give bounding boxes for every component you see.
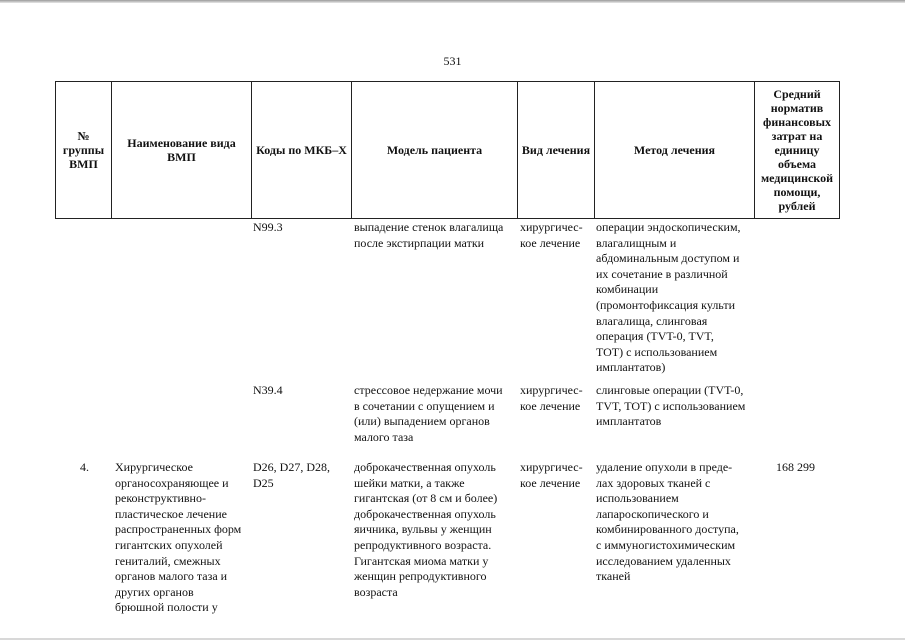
row-1-method: операции эндоскопическим, влагалищным и абдоминальным доступом и их сочетание в различной комбинации (промонтофиксация культи влагалища, слинговая операция (TVT-0, TVT, TOT) с использованием имплантатов) <box>596 220 741 375</box>
page-number: 531 <box>443 54 462 68</box>
header-treatment-type: Вид лечения <box>517 81 594 219</box>
header-group-number: № группы ВМП <box>55 81 111 219</box>
row-2-method: слинговые операции (TVT-0, TVT, TOT) с использованием имплантатов <box>596 383 746 429</box>
header-treatment-method: Метод лечения <box>594 81 754 219</box>
header-patient-model: Модель пациента <box>351 81 517 219</box>
header-vmp-name: Наименование вида ВМП <box>111 81 251 219</box>
row-3-method: удаление опухоли в преде- лах здоровых тканей с использованием лапароскопического и комбинированного доступа, с иммуногистохимическим исследованием удаленных тканей <box>596 460 739 584</box>
row-2-model: стрессовое недержание мочи в сочетании с опущением и (или) выпадением органов малого таза <box>354 383 503 444</box>
scan-top-edge <box>0 0 905 3</box>
row-3-codes: D26, D27, D28, D25 <box>253 460 330 490</box>
row-3-treatment: хирургичес- кое лечение <box>520 460 583 490</box>
row-1-codes: N99.3 <box>253 220 283 234</box>
row-3-vmp-name: Хирургическое органосохраняющее и реконструктивно- пластическое лечение распространенных форм гигантских опухолей гениталий, смежных органов малого таза и других органов брюшной полости у <box>115 460 242 615</box>
header-icd-codes: Коды по МКБ–X <box>251 81 351 219</box>
header-average-cost: Средний норматив финансовых затрат на единицу объема медицинской помощи, рублей <box>754 81 840 219</box>
row-1-treatment: хирургичес- кое лечение <box>520 220 583 250</box>
row-3-model: доброкачественная опухоль шейки матки, а также гигантская (от 8 см и более) доброкачественная опухоль яичника, вульвы у женщин репродуктивного возраста. Гигантская миома матки у женщин репродуктивного возраста <box>354 460 498 599</box>
row-2-codes: N39.4 <box>253 383 283 397</box>
row-1-model: выпадение стенок влагалища после экстирпации матки <box>354 220 504 250</box>
row-2-treatment: хирургичес- кое лечение <box>520 383 583 413</box>
row-3-cost: 168 299 <box>776 460 815 474</box>
row-3-group-number: 4. <box>80 460 89 474</box>
